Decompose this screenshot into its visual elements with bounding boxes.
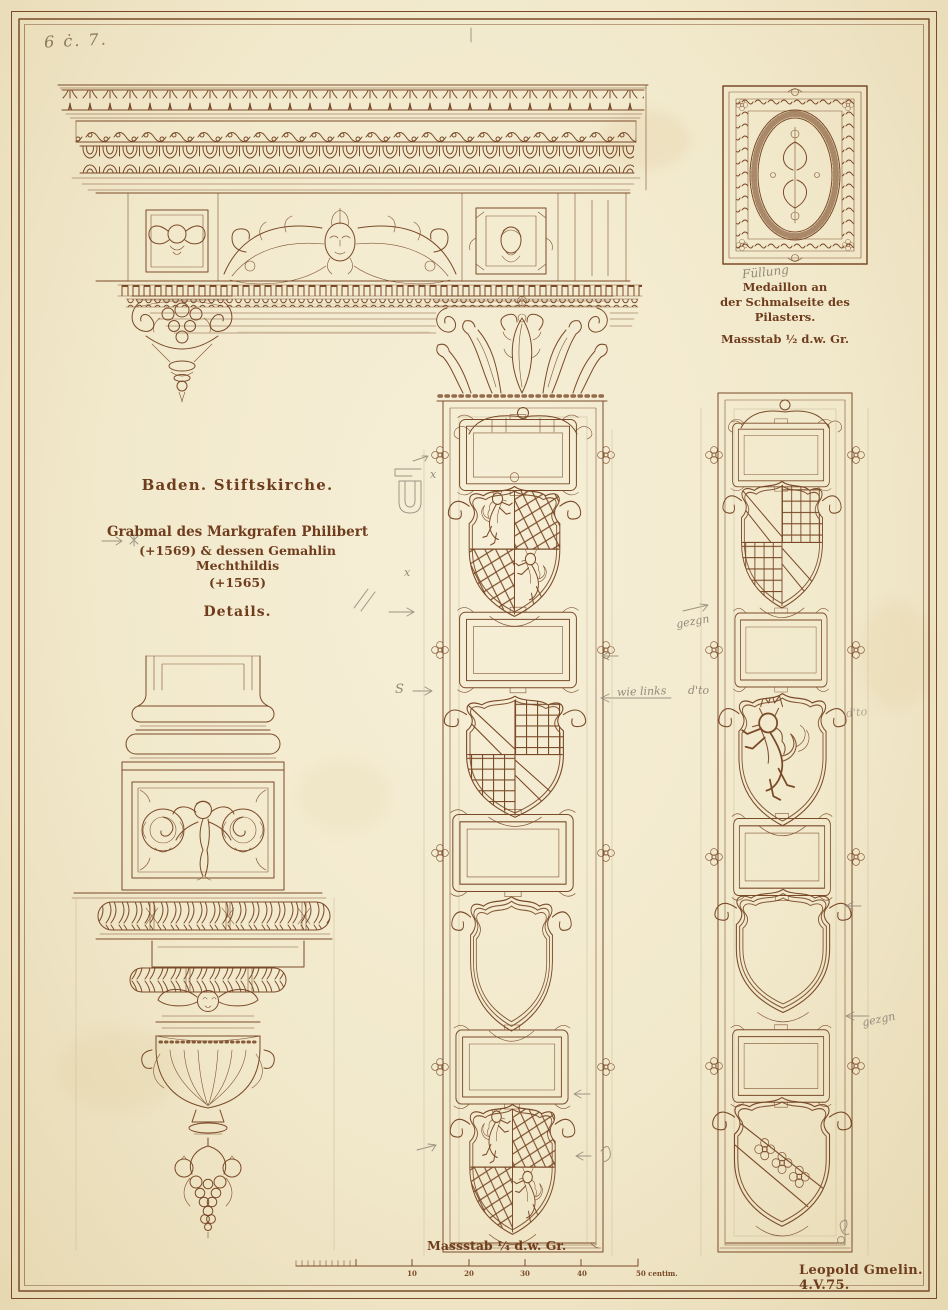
signature: Leopold Gmelin. 4.V.75.: [799, 1263, 923, 1293]
medallion-panel-drawing: [723, 86, 867, 264]
scale-tick-label: 30: [520, 1269, 530, 1278]
scale-bar: [296, 1259, 638, 1266]
title-details: Details.: [203, 604, 272, 620]
scale-tick-label: 10: [407, 1269, 417, 1278]
pencil-note-x: x: [430, 468, 437, 481]
title-monument-line1: Grabmal des Markgrafen Philibert: [106, 524, 369, 540]
pencil-note-wie-links: wie links: [616, 684, 667, 699]
title-monument-line2: (+1569) & dessen Gemahlin Mechthildis: [139, 543, 336, 573]
medallion-caption-line2: der Schmalseite des: [720, 295, 850, 310]
scale-tick-label: 20: [464, 1269, 474, 1278]
side-pilaster-drawing: [706, 393, 868, 1252]
title-location: Baden. Stiftskirche.: [141, 476, 334, 494]
pencil-note-dito: d'to: [845, 704, 868, 721]
column-base-drawing: [72, 656, 334, 1250]
title-block: [105, 476, 370, 620]
central-pilaster-drawing: [432, 401, 615, 1252]
pencil-note-s: S: [395, 682, 404, 697]
corner-inventory-note: 6 ċ. 7.: [43, 29, 109, 52]
pencil-note-x: x: [404, 566, 411, 579]
medallion-caption-line1: Medaillon an: [742, 280, 828, 294]
pencil-note-dito: d'to: [688, 684, 710, 697]
scale-end-label: 50 centim.: [636, 1269, 678, 1278]
pencil-note-gezgn: gezgn: [675, 612, 711, 631]
medallion-caption-line3: Pilasters.: [754, 310, 816, 325]
pencil-note-fullung: Füllung: [741, 262, 790, 282]
pencil-note-gezgn: gezgn: [861, 1009, 897, 1030]
corbel-pendant-drawing: [132, 296, 232, 402]
medallion-caption: [705, 280, 865, 347]
plate-border: [12, 12, 937, 1299]
scale-tick-label: 40: [577, 1269, 587, 1278]
central-capital-drawing: [431, 296, 613, 401]
title-monument-line3: (+1565): [208, 575, 267, 590]
pilaster-scale-caption: Massstab ¼ d.w. Gr.: [427, 1238, 567, 1253]
medallion-caption-scale: Massstab ½ d.w. Gr.: [720, 331, 850, 346]
pencil-marks: [102, 28, 869, 1256]
